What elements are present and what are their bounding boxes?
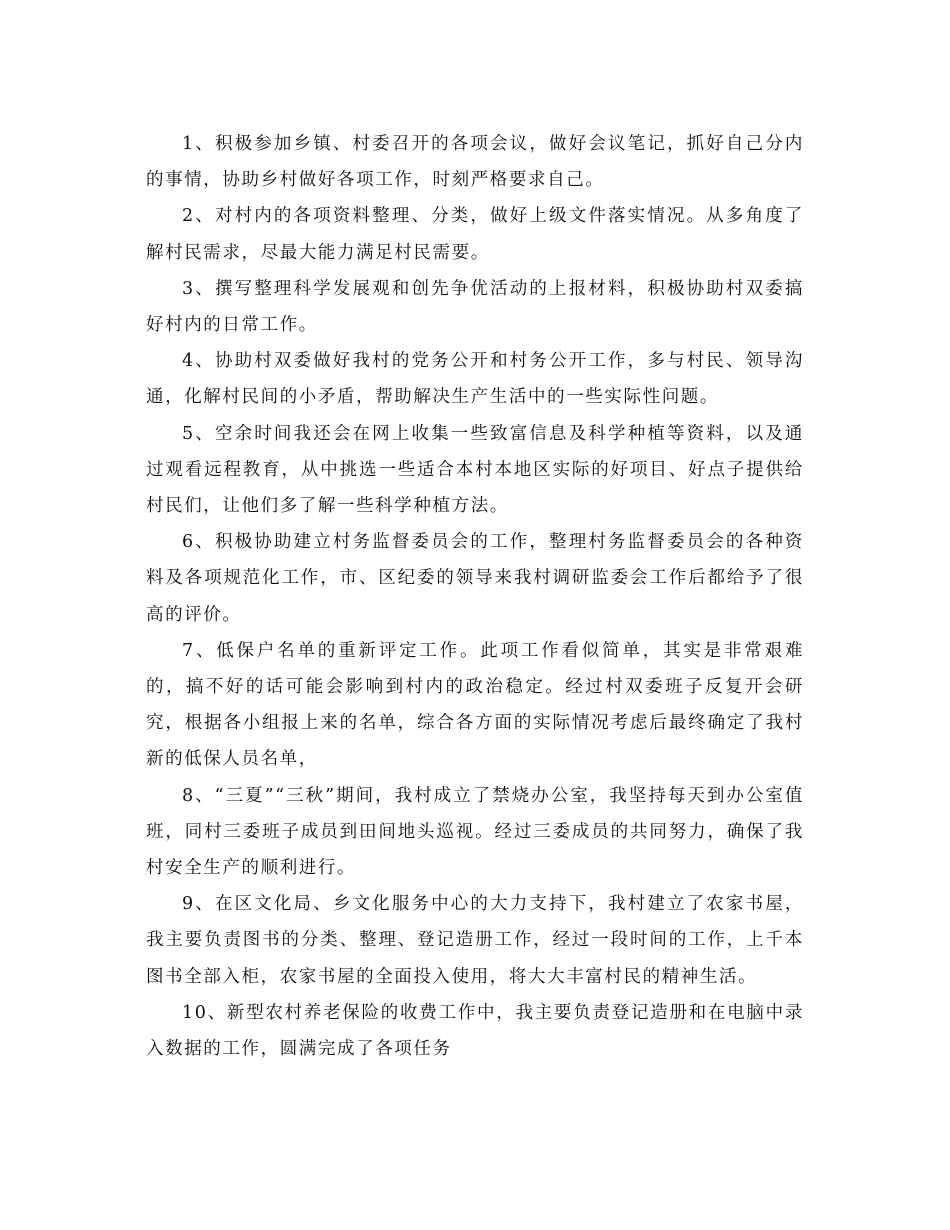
paragraph-5: 5、空余时间我还会在网上收集一些致富信息及科学种植等资料，以及通过观看远程教育，从中挑选一些适合本村本地区实际的好项目、好点子提供给村民们，让他们多了解一些科学种植方法。 — [146, 423, 804, 517]
paragraph-8: 8、“三夏”“三秋”期间，我村成立了禁烧办公室，我坚持每天到办公室值班，同村三委班子成员到田间地头巡视。经过三委成员的共同努力，确保了我村安全生产的顺利进行。 — [146, 785, 804, 879]
paragraph-6: 6、积极协助建立村务监督委员会的工作，整理村务监督委员会的各种资料及各项规范化工作，市、区纪委的领导来我村调研监委会工作后都给予了很高的评价。 — [146, 532, 804, 625]
paragraph-10: 10、新型农村养老保险的收费工作中，我主要负责登记造册和在电脑中录入数据的工作，圆满完成了各项任务 — [146, 1002, 804, 1060]
document-body — [146, 126, 804, 1067]
paragraph-3: 3、撰写整理科学发展观和创先争优活动的上报材料，积极协助村双委搞好村内的日常工作。 — [146, 278, 804, 336]
paragraph-4: 4、协助村双委做好我村的党务公开和村务公开工作，多与村民、领导沟通，化解村民间的小矛盾，帮助解决生产生活中的一些实际性问题。 — [146, 351, 804, 408]
paragraph-1: 1、积极参加乡镇、村委召开的各项会议，做好会议笔记，抓好自己分内的事情，协助乡村做好各项工作，时刻严格要求自己。 — [146, 134, 804, 191]
paragraph-2: 2、对村内的各项资料整理、分类，做好上级文件落实情况。从多角度了解村民需求，尽最大能力满足村民需要。 — [146, 206, 804, 263]
paragraph-7: 7、低保户名单的重新评定工作。此项工作看似简单，其实是非常艰难的，搞不好的话可能会影响到村内的政治稳定。经过村双委班子反复开会研究，根据各小组报上来的名单，综合各方面的实际情况考虑后最终确定了我村新的低保人员名单， — [146, 640, 804, 770]
paragraph-9: 9、在区文化局、乡文化服务中心的大力支持下，我村建立了农家书屋，我主要负责图书的分类、整理、登记造册工作，经过一段时间的工作，上千本图书全部入柜，农家书屋的全面投入使用，将大大丰富村民的精神生活。 — [146, 894, 804, 987]
